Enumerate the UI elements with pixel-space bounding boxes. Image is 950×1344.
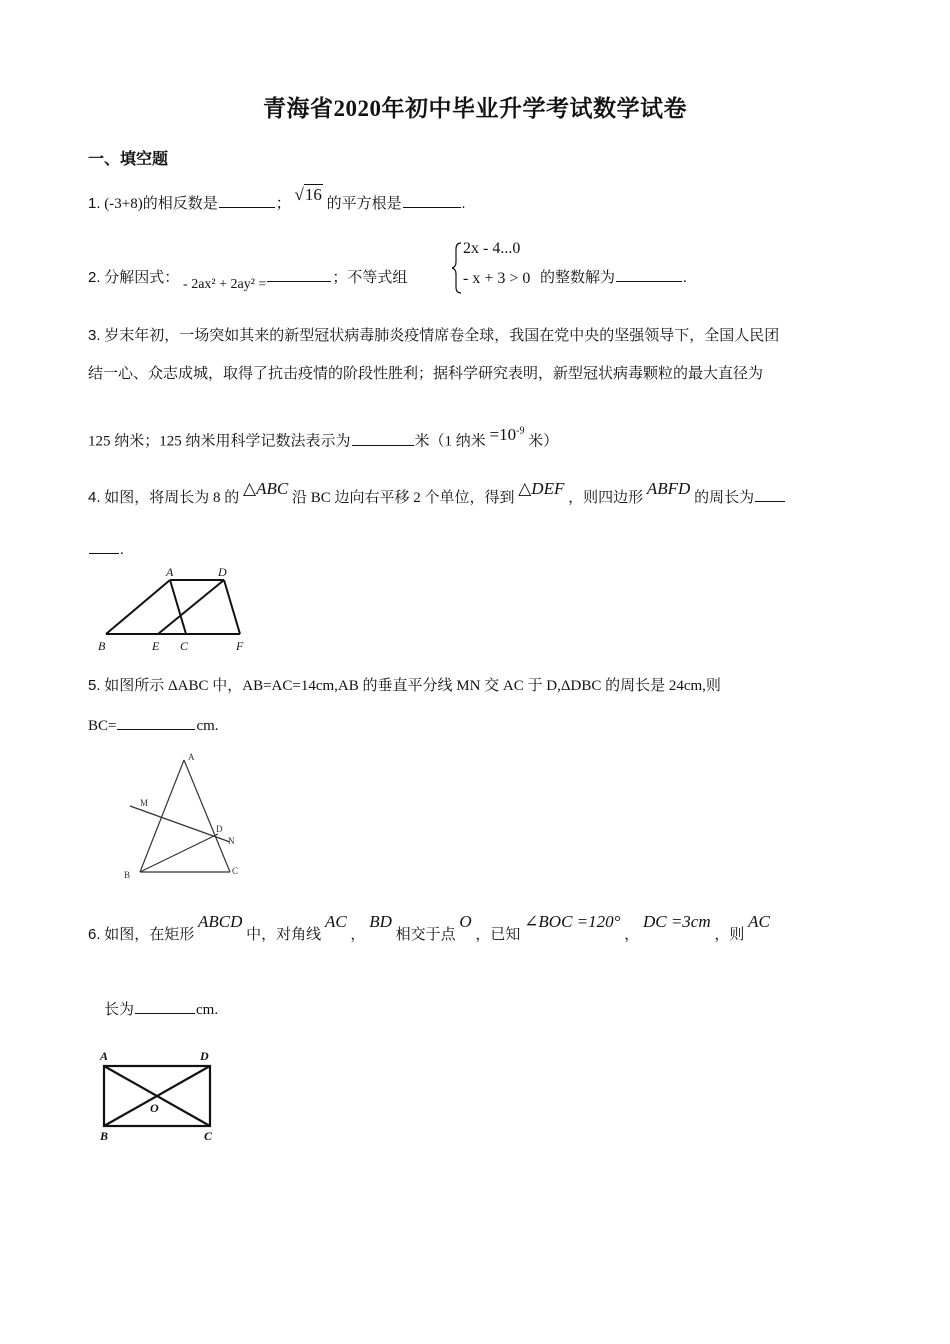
q5-figure xyxy=(118,748,248,884)
q5-text-2b: cm. xyxy=(196,718,219,734)
q3-line-1 xyxy=(88,326,779,346)
q4-label-f: F xyxy=(236,639,244,653)
q6-bd: BD xyxy=(369,912,392,931)
q4-label-d: D xyxy=(218,565,227,579)
page-title: 青海省2020年初中毕业升学考试数学试卷 xyxy=(263,96,687,121)
q4-line-2 xyxy=(88,538,124,560)
q4-label-c: C xyxy=(180,639,189,653)
q4-label-b: B xyxy=(98,639,106,653)
q6-line-2 xyxy=(104,998,218,1020)
q3-text-3b: 米（1 纳米 xyxy=(414,433,486,450)
q6-ac-2: AC xyxy=(748,912,770,931)
q5-label-c: C xyxy=(232,866,239,876)
q1-sep: ； xyxy=(275,196,291,212)
q5-label-n: N xyxy=(228,836,235,846)
q4-blank-b[interactable] xyxy=(89,538,119,554)
q2-label: 分解因式： xyxy=(104,270,180,286)
q1-blank-2[interactable] xyxy=(403,192,461,208)
q5-label-a: A xyxy=(188,752,195,762)
q6-text-2b: cm. xyxy=(196,1002,219,1018)
q6-label-a: A xyxy=(100,1049,109,1063)
q4-figure xyxy=(92,562,262,656)
q1-sqrt: √16 xyxy=(294,185,322,204)
q4-triangle-abc: △ABC xyxy=(243,479,289,498)
q4-end: . xyxy=(120,542,124,558)
q4-text-3: ，则四边形 xyxy=(568,490,644,506)
q4-segment-de xyxy=(158,580,224,634)
q6-text-1: 如图，在矩形 xyxy=(104,927,195,943)
question-5 xyxy=(88,676,721,696)
q4-segment-ac xyxy=(170,580,186,634)
q1-text1: 的相反数是 xyxy=(142,196,218,212)
q2-number: 2. xyxy=(88,269,101,286)
q1-end: . xyxy=(461,196,466,212)
q5-segment-bd xyxy=(140,834,218,872)
q6-ac: AC xyxy=(324,912,347,931)
section-heading: 一、填空题 xyxy=(88,151,169,168)
q6-text-4: ，已知 xyxy=(475,927,521,943)
q4-text-2: 沿 BC 边向右平移 2 个单位，得到 xyxy=(291,490,515,506)
q6-label-o: O xyxy=(150,1101,159,1115)
q3-blank[interactable] xyxy=(352,430,414,446)
q5-text-2a: BC= xyxy=(88,718,117,734)
q2-ineq-1: 2x - 4...0 xyxy=(463,240,521,257)
q5-line-2 xyxy=(88,714,219,736)
q5-label-m: M xyxy=(140,798,149,808)
q6-number: 6. xyxy=(88,926,101,943)
q3-text-3a: 125 纳米；125 纳米用科学记数法表示为 xyxy=(88,433,351,450)
q6-text-3: 相交于点 xyxy=(395,927,456,943)
q5-label-b: B xyxy=(124,870,131,880)
question-2 xyxy=(88,266,408,292)
q3-line-3 xyxy=(88,424,559,452)
q5-number: 5. xyxy=(88,677,101,694)
q4-quad-abfd: ABFD xyxy=(646,479,691,498)
q5-label-d: D xyxy=(216,824,223,834)
q4-text-4: 的周长为 xyxy=(694,490,755,506)
question-6 xyxy=(88,912,770,945)
q1-expr: (-3+8) xyxy=(104,196,143,212)
q3-number: 3. xyxy=(88,327,101,344)
q6-text-5: ，则 xyxy=(714,927,745,943)
q1-blank-1[interactable] xyxy=(219,192,275,208)
question-4 xyxy=(88,479,786,508)
q6-label-b: B xyxy=(100,1129,109,1143)
q2-blank-2[interactable] xyxy=(616,266,682,282)
q1-text2: 的平方根是 xyxy=(326,196,402,212)
q2-text2: 的整数解为 xyxy=(540,270,616,286)
q6-comma-2: ， xyxy=(624,927,640,943)
q3-line-2: 结一心、众志成城，取得了抗击疫情的阶段性胜利；据科学研究表明，新型冠状病毒颗粒的最大直径为 xyxy=(88,366,764,382)
q6-blank[interactable] xyxy=(135,998,195,1014)
q4-text-1: 如图，将周长为 8 的 xyxy=(104,490,240,506)
q6-dc: DC =3cm xyxy=(642,912,711,931)
q2-text1: ；不等式组 xyxy=(332,270,408,286)
q4-label-e: E xyxy=(152,639,160,653)
q5-text-1: 如图所示 ΔABC 中，AB=AC=14cm,AB 的垂直平分线 MN 交 AC 于 D,ΔDBC 的周长是 24cm,则 xyxy=(104,678,721,694)
q1-number: 1. xyxy=(88,195,101,212)
q3-eq: $=10^{-9}$ xyxy=(489,424,525,444)
q6-text-2: 中，对角线 xyxy=(246,927,322,943)
q6-label-d: D xyxy=(200,1049,209,1063)
q6-comma-1: ， xyxy=(350,927,366,943)
q4-number: 4. xyxy=(88,489,101,506)
q2-blank-1[interactable] xyxy=(267,266,331,282)
q3-text-3c: 米） xyxy=(528,433,559,450)
q2-end: . xyxy=(683,270,687,286)
q6-angle: ∠BOC =120° xyxy=(524,912,621,931)
q6-text-2a: 长为 xyxy=(104,1002,135,1018)
q4-label-a: A xyxy=(166,565,174,579)
q6-label-c: C xyxy=(204,1129,213,1143)
question-1 xyxy=(88,185,466,214)
q5-line-mn xyxy=(130,806,230,842)
q6-figure xyxy=(94,1046,224,1146)
q4-segment-df xyxy=(224,580,240,634)
q6-rect-abcd: ABCD xyxy=(198,912,243,931)
q2-tail xyxy=(540,266,687,288)
q2-ineq-2: - x + 3 > 0 xyxy=(463,270,531,287)
q4-triangle-def: △DEF xyxy=(518,479,565,498)
q4-segment-ab xyxy=(106,580,170,634)
q4-blank-a[interactable] xyxy=(755,486,785,502)
q5-blank[interactable] xyxy=(117,714,195,730)
q2-expr: - 2ax² + 2ay² = xyxy=(183,277,267,292)
q5-segment-ac xyxy=(184,760,230,872)
q5-segment-ab xyxy=(140,760,184,872)
q6-o: O xyxy=(459,912,472,931)
q3-text-1: 岁末年初，一场突如其来的新型冠状病毒肺炎疫情席卷全球，我国在党中央的坚强领导下，全国人民团 xyxy=(104,328,780,344)
